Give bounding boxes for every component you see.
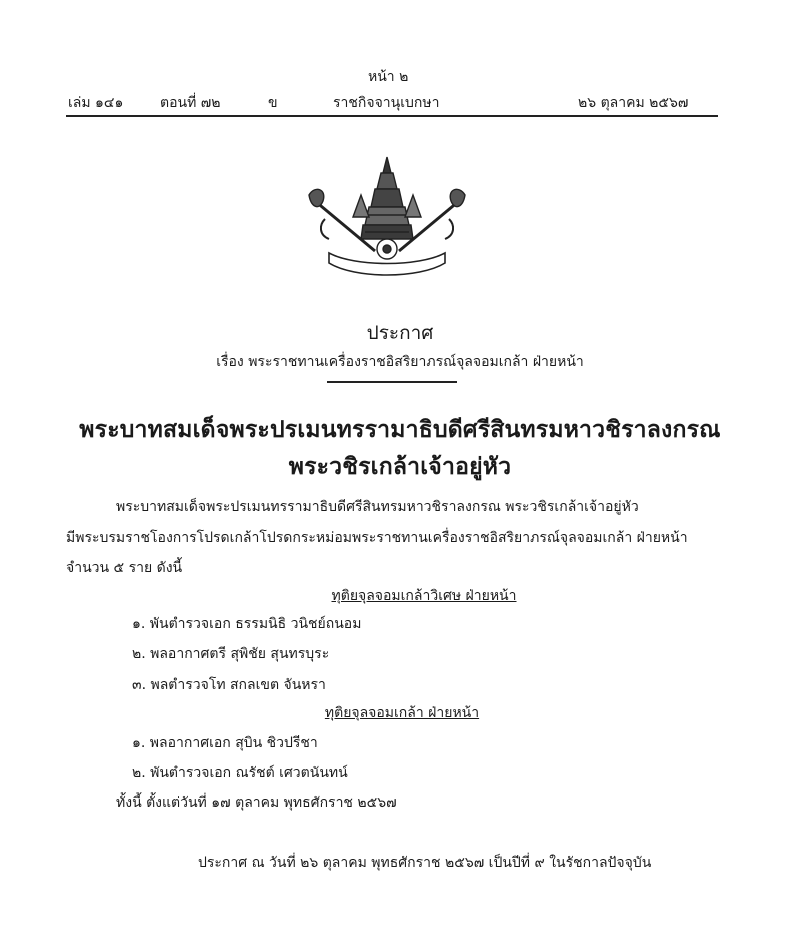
section-heading-1: ทุติยจุลจอมเกล้าวิเศษ ฝ่ายหน้า bbox=[331, 588, 517, 604]
issue-date: ๒๖ ตุลาคม ๒๕๖๗ bbox=[578, 95, 689, 111]
gazette-name: ราชกิจจานุเบกษา bbox=[333, 95, 440, 111]
list-item: ๑. พันตำรวจเอก ธรรมนิธิ วนิชย์ถนอม bbox=[132, 616, 362, 632]
section-number: ตอนที่ ๗๒ bbox=[160, 95, 221, 111]
intro-line-2: มีพระบรมราชโองการโปรดเกล้าโปรดกระหม่อมพระราชทานเครื่องราชอิสริยาภรณ์จุลจอมเกล้า ฝ่ายหน้า bbox=[66, 530, 688, 546]
royal-emblem-icon bbox=[305, 155, 470, 285]
announcement-title: ประกาศ bbox=[366, 322, 434, 344]
section-letter: ข bbox=[268, 95, 278, 111]
intro-line-1: พระบาทสมเด็จพระปรเมนทรรามาธิบดีศรีสินทรมหาวชิราลงกรณ พระวชิรเกล้าเจ้าอยู่หัว bbox=[116, 499, 639, 515]
volume-number: เล่ม ๑๔๑ bbox=[68, 95, 124, 111]
list-item: ๑. พลอากาศเอก สุบิน ชิวปรีชา bbox=[132, 735, 318, 751]
closing-statement: ประกาศ ณ วันที่ ๒๖ ตุลาคม พุทธศักราช ๒๕๖๗ เป็นปีที่ ๙ ในรัชกาลปัจจุบัน bbox=[198, 855, 652, 871]
king-name-line2: พระวชิรเกล้าเจ้าอยู่หัว bbox=[288, 453, 512, 480]
page-number: หน้า ๒ bbox=[368, 69, 409, 85]
intro-line-3: จำนวน ๕ ราย ดังนี้ bbox=[66, 560, 183, 576]
effective-date: ทั้งนี้ ตั้งแต่วันที่ ๑๗ ตุลาคม พุทธศักราช ๒๕๖๗ bbox=[116, 795, 397, 811]
announcement-subject: เรื่อง พระราชทานเครื่องราชอิสริยาภรณ์จุลจอมเกล้า ฝ่ายหน้า bbox=[216, 354, 584, 370]
list-item: ๓. พลตำรวจโท สกลเขต จันหรา bbox=[132, 677, 326, 693]
list-item: ๒. พลอากาศตรี สุพิชัย สุนทรบุระ bbox=[132, 646, 330, 662]
subject-divider bbox=[327, 381, 457, 383]
king-name-line1: พระบาทสมเด็จพระปรเมนทรรามาธิบดีศรีสินทรมหาวชิราลงกรณ bbox=[79, 416, 721, 443]
section-heading-2: ทุติยจุลจอมเกล้า ฝ่ายหน้า bbox=[324, 705, 480, 721]
header-rule bbox=[66, 115, 718, 117]
list-item: ๒. พันตำรวจเอก ณรัชต์ เศวตนันทน์ bbox=[132, 765, 348, 781]
